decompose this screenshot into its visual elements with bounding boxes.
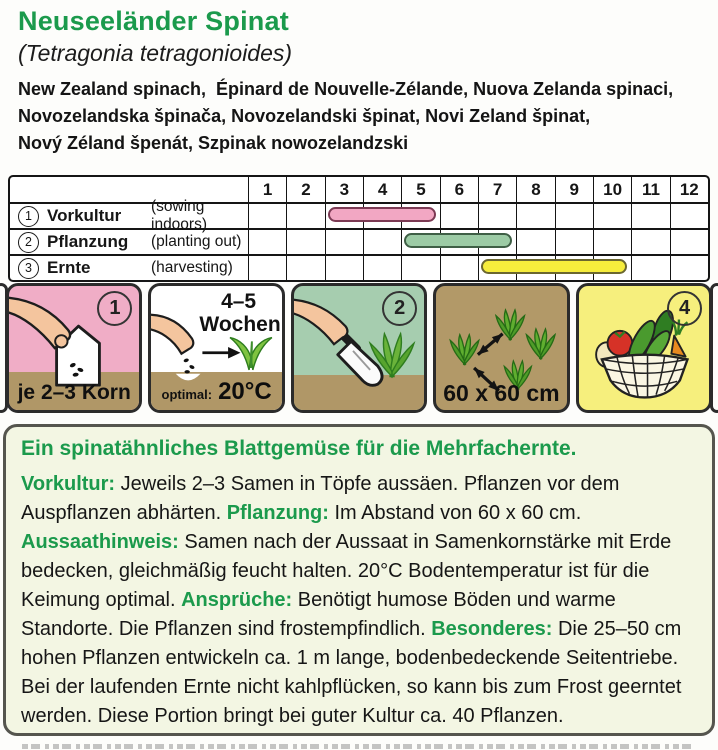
info-section-label: Pflanzung: <box>226 502 335 524</box>
calendar-row <box>10 254 708 280</box>
arrow-icon <box>203 347 241 358</box>
row-label-de: Ernte <box>47 258 91 277</box>
calendar-row <box>10 228 708 254</box>
month-label: 8 <box>516 177 554 202</box>
month-label: 11 <box>631 177 669 202</box>
culture-info-box <box>3 424 715 736</box>
period-bar <box>328 207 436 222</box>
info-section-label: Aussaathinweis: <box>21 531 185 553</box>
spacing-arrow <box>475 330 505 358</box>
period-bar <box>481 259 627 274</box>
info-section-text: Benötigt humose Böden und warme Standorte. Die Pflanzen sind frostempfindlich. <box>21 589 616 640</box>
row-number-badge: 3 <box>18 258 39 279</box>
month-label: 2 <box>286 177 324 202</box>
hand-icon <box>151 315 193 354</box>
month-label: 5 <box>401 177 439 202</box>
row-label-en: (sowing indoors) <box>151 198 207 233</box>
month-label: 9 <box>555 177 593 202</box>
month-label: 6 <box>440 177 478 202</box>
pictogram-spacing <box>433 283 569 413</box>
step-badge: 2 <box>382 291 417 326</box>
common-names <box>18 76 708 157</box>
row-label-de: Vorkultur <box>47 206 122 225</box>
row-number-badge: 1 <box>18 206 39 227</box>
pictogram-sow-in-pot <box>6 283 142 413</box>
calendar-header-row <box>10 177 708 202</box>
optimal-label: optimal: <box>161 387 213 402</box>
calendar-row-label <box>10 198 248 233</box>
carrot-icon <box>671 336 685 357</box>
weeks-text: 4–5 Wochen <box>199 290 281 336</box>
optimal-temp <box>151 378 281 406</box>
row-month-cells <box>248 204 708 228</box>
step-badge: 1 <box>97 291 132 326</box>
header <box>18 6 706 67</box>
step-badge: 4 <box>667 291 702 326</box>
cropped-panel-edge-right <box>710 283 718 413</box>
month-label: 3 <box>325 177 363 202</box>
pictogram-strip <box>6 283 712 413</box>
panel-caption: je 2–3 Korn <box>17 381 131 404</box>
calendar-row-label <box>10 230 248 254</box>
botanical-name: (Tetragonia tetragonioides) <box>18 40 293 66</box>
info-paragraph <box>21 470 697 528</box>
info-paragraphs <box>21 470 697 731</box>
optimal-value: 20°C <box>218 378 272 405</box>
row-label-de: Pflanzung <box>47 232 129 251</box>
info-section-text: Jeweils 2–3 Samen in Töpfe aussäen. Pflanzen vor dem Auspflanzen abhärten. <box>21 473 620 524</box>
pictogram-harvest <box>576 283 712 413</box>
calendar-row <box>10 198 708 233</box>
info-paragraph <box>21 528 697 731</box>
sowing-calendar-table <box>8 175 710 282</box>
month-label: 12 <box>670 177 708 202</box>
plant-icon <box>450 335 479 365</box>
period-bar <box>404 233 512 248</box>
info-section-label: Ansprüche: <box>181 589 298 611</box>
panel-caption: 60 x 60 cm <box>443 380 560 406</box>
common-names-line: New Zealand spinach, Épinard de Nouvelle-Zélande, Nuova Zelanda spinaci, <box>18 79 674 99</box>
pictogram-germination <box>148 283 284 413</box>
info-section-text: Im Abstand von 60 x 60 cm. <box>334 502 582 524</box>
info-section-text: Samen nach der Aussaat in Samenkornstärke mit Erde bedecken, gleichmäßig feucht halten. 20°C Bodentemperatur ist für die Keimung optimal. <box>21 531 672 611</box>
row-label-en: (harvesting) <box>151 259 233 276</box>
hand-icon <box>294 299 347 344</box>
calendar-month-header <box>248 177 708 202</box>
month-label: 4 <box>363 177 401 202</box>
month-label: 7 <box>478 177 516 202</box>
month-label: 1 <box>248 177 286 202</box>
info-section-text: Die 25–50 cm hohen Pflanzen entwickeln ca. 1 m lange, bodenbedeckende Seitentriebe. Bei der laufenden Ernte nicht kahlpflücken, so kann bis zum Frost geerntet werden. Diese Portion bringt bei guter Kultur ca. 40 Pflanzen. <box>21 618 682 727</box>
row-label-en: (planting out) <box>151 233 242 250</box>
row-number-badge: 2 <box>18 232 39 253</box>
month-label: 10 <box>593 177 631 202</box>
info-section-label: Besonderes: <box>431 618 558 640</box>
seed-dots <box>184 358 196 374</box>
info-section-label: Vorkultur: <box>21 473 121 495</box>
common-names-line: Novozelandska špinača, Novozelandski špinat, Novi Zeland špinat, <box>18 106 591 126</box>
calendar-row-label <box>10 256 248 280</box>
page-title: Neuseeländer Spinat <box>18 6 289 36</box>
plant-icon <box>527 329 556 359</box>
row-month-cells <box>248 230 708 254</box>
calendar-rows <box>10 198 708 280</box>
row-month-cells <box>248 256 708 280</box>
common-names-line: Nový Zéland špenát, Szpinak nowozelandzski <box>18 133 409 153</box>
info-headline: Ein spinatähnliches Blattgemüse für die Mehrfachernte. <box>21 437 577 460</box>
cut-off-text-line <box>22 744 696 749</box>
pictogram-plant-out <box>291 283 427 413</box>
